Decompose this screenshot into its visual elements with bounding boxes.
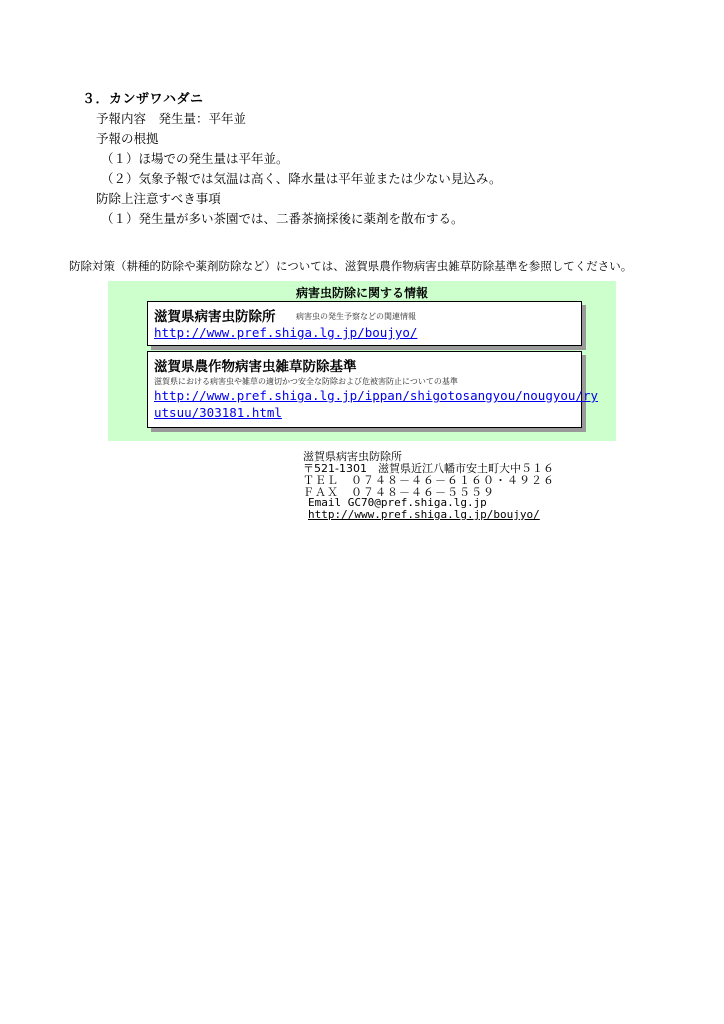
- info-card-control-standard: [147, 351, 599, 428]
- reference-note: 防除対策（耕種的防除や薬剤防除など）については、滋賀県農作物病害虫雑草防除基準を参照してください。: [69, 259, 633, 273]
- forecast-content-line: 予報内容 発生量：平年並: [96, 111, 247, 126]
- forecast-basis-item-1: （１）ほ場での発生量は平年並。: [101, 151, 289, 166]
- info-card-name: 滋賀県農作物病害虫雑草防除基準: [154, 359, 357, 375]
- section-title: ３．カンザワハダニ: [82, 92, 204, 107]
- footer-email: Email GC70@pref.shiga.lg.jp: [308, 496, 487, 509]
- footer-address: 〒521-1301 滋賀県近江八幡市安土町大中５１６: [303, 462, 554, 475]
- footer-url[interactable]: http://www.pref.shiga.lg.jp/boujyo/: [308, 508, 540, 521]
- info-panel: [108, 281, 616, 441]
- footer-tel: ＴＥＬ ０７４８－４６－６１６０・４９２６: [303, 474, 555, 487]
- forecast-basis-heading: 予報の根拠: [96, 131, 159, 146]
- control-notes-heading: 防除上注意すべき事項: [96, 191, 221, 206]
- control-standard-link-line-2[interactable]: utsuu/303181.html: [154, 405, 282, 420]
- info-card-name: 滋賀県病害虫防除所: [154, 309, 276, 325]
- info-card-boujyo: [147, 301, 582, 346]
- forecast-basis-item-2: （２）気象予報では気温は高く、降水量は平年並または少ない見込み。: [101, 171, 502, 186]
- footer-fax: ＦＡＸ ０７４８－４６－５５５９: [303, 486, 495, 499]
- boujyo-link[interactable]: http://www.pref.shiga.lg.jp/boujyo/: [154, 325, 418, 340]
- info-panel-title: 病害虫防除に関する情報: [295, 286, 428, 300]
- info-card-description: 病害虫の発生予察などの関連情報: [296, 312, 416, 321]
- control-notes-item-1: （１）発生量が多い茶園では、二番茶摘採後に薬剤を散布する。: [101, 211, 464, 226]
- info-card-description: 滋賀県における病害虫や雑草の適切かつ安全な防除および危被害防止についての基準: [154, 377, 458, 386]
- footer-org-name: 滋賀県病害虫防除所: [303, 450, 402, 463]
- control-standard-link-line-1[interactable]: http://www.pref.shiga.lg.jp/ippan/shigotosangyou/nougyou/ry: [154, 388, 599, 403]
